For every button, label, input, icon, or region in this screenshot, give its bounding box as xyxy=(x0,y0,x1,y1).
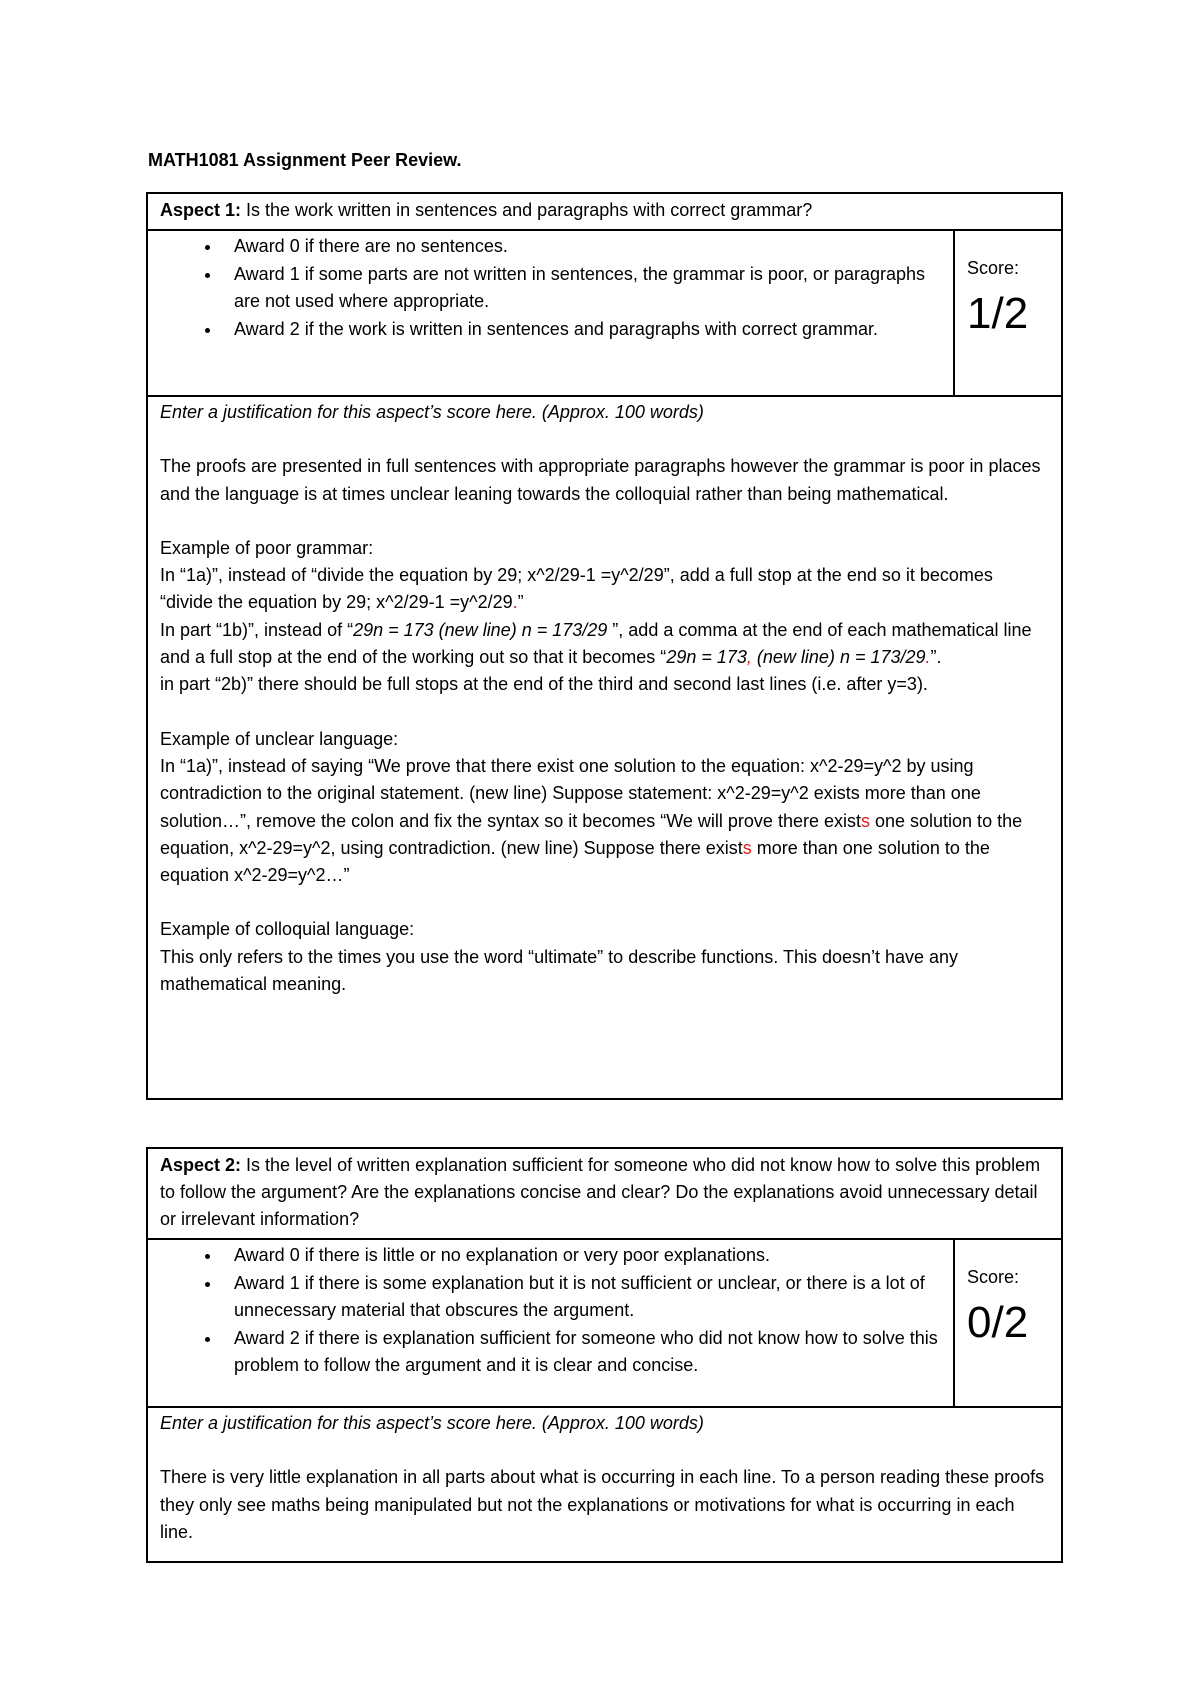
aspect-1-score-cell xyxy=(955,231,1061,395)
colloquial-heading: Example of colloquial language: xyxy=(160,919,415,940)
aspect-1-header xyxy=(148,194,1061,231)
unclear-heading: Example of unclear language: xyxy=(160,728,399,749)
aspect-1-rubric-item: • Award 2 if the work is written in sentences and paragraphs with correct grammar. xyxy=(222,316,941,344)
aspect-2-question: Is the level of written explanation sufficient for someone who did not know how to solve this problem to follow the argument? Are the explanations concise and clear? Do the explanations avoid unnecessary detail or irrelevant information? xyxy=(160,1155,1041,1229)
aspect-1-question: Is the work written in sentences and paragraphs with correct grammar? xyxy=(241,200,813,220)
aspect-1-score-label: Score: xyxy=(967,258,1020,278)
aspect-2-rubric-item: • Award 1 if there is some explanation but it is not sufficient or unclear, or there is a lot of unnecessary material that obscures the argument. xyxy=(222,1270,941,1325)
document-title: MATH1081 Assignment Peer Review. xyxy=(148,150,462,170)
aspect-2-score-cell xyxy=(955,1240,1061,1406)
aspect-1-score-value: 1/2 xyxy=(967,289,1029,338)
aspect-2-score-value: 0/2 xyxy=(967,1298,1029,1347)
aspect-2-rubric-row xyxy=(148,1240,1061,1408)
aspect-2-justification[interactable] xyxy=(148,1408,1061,1552)
aspect-1-rubric xyxy=(148,231,955,395)
aspect-2-table xyxy=(146,1147,1063,1563)
aspect-2-rubric xyxy=(148,1240,955,1406)
aspect-1-justification[interactable] xyxy=(148,397,1061,1004)
aspect-2-summary: There is very little explanation in all parts about what is occurring in each line. To a person reading these proofs they only see maths being manipulated but not the explanations or motivations for what is occurring in each line. xyxy=(160,1467,1045,1542)
grammar-heading: Example of poor grammar: xyxy=(160,537,374,558)
unclear-example: In “1a)”, instead of saying “We prove that there exist one solution to the equation: x^2-29=y^2 by using contradiction to the original statement. (new line) Suppose statement: x^2-29=y^2 exists more than one solution…”, remove the colon and fix the syntax so it becomes “We will prove there exists one solution to the equation, x^2-29=y^2, using contradiction. (new line) Suppose there exists more than one solution to the equation x^2-29=y^2…” xyxy=(160,755,1023,886)
aspect-2-score-label: Score: xyxy=(967,1267,1020,1287)
aspect-1-summary: The proofs are presented in full sentences with appropriate paragraphs however the grammar is poor in places and the language is at times unclear leaning towards the colloquial rather than being mathematical. xyxy=(160,456,1041,504)
aspect-1-table xyxy=(146,192,1063,1100)
aspect-1-rubric-item: • Award 0 if there are no sentences. xyxy=(222,233,941,261)
colloquial-example: This only refers to the times you use the word “ultimate” to describe functions. This doesn’t have any mathematical meaning. xyxy=(160,946,959,995)
aspect-1-rubric-item: • Award 1 if some parts are not written in sentences, the grammar is poor, or paragraphs are not used where appropriate. xyxy=(222,261,941,316)
grammar-example-1: In “1a)”, instead of “divide the equation by 29; x^2/29-1 =y^2/29”, add a full stop at the end so it becomes “divide the equation by 29; x^2/29-1 =y^2/29.” xyxy=(160,565,993,613)
grammar-example-3: in part “2b)” there should be full stops at the end of the third and second last lines (i.e. after y=3). xyxy=(160,674,928,695)
grammar-example-2: In part “1b)”, instead of “29n = 173 (new line) n = 173/29 ”, add a comma at the end of each mathematical line and a full stop at the end of the working out so that it becomes “29n = 173, (new line) n = 173/29.”. xyxy=(160,619,1032,668)
aspect-1-rubric-row xyxy=(148,231,1061,397)
aspect-2-label: Aspect 2: xyxy=(160,1155,242,1175)
aspect-2-header xyxy=(148,1149,1061,1240)
aspect-1-label: Aspect 1: xyxy=(160,200,242,220)
aspect-2-prompt: Enter a justification for this aspect’s score here. (Approx. 100 words) xyxy=(160,1413,704,1433)
aspect-2-rubric-item: • Award 0 if there is little or no explanation or very poor explanations. xyxy=(222,1242,941,1270)
aspect-1-prompt: Enter a justification for this aspect’s score here. (Approx. 100 words) xyxy=(160,402,704,422)
aspect-2-rubric-item: • Award 2 if there is explanation sufficient for someone who did not know how to solve this problem to follow the argument and it is clear and concise. xyxy=(222,1325,941,1380)
